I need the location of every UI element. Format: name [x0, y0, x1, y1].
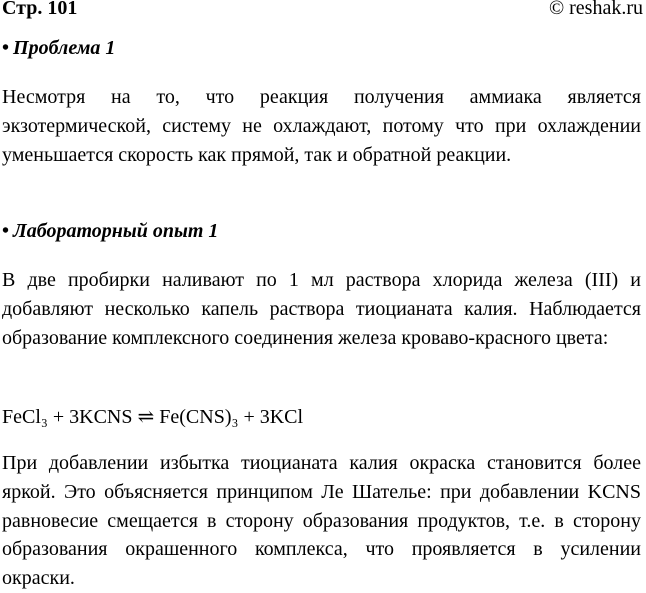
page-header — [2, 0, 643, 20]
heading-bullet: • — [2, 37, 10, 59]
reaction-equation: FeCl₃ + 3KCNS ⇌ Fe(CNS)₃ + 3KCl — [2, 406, 304, 428]
lab-paragraph-conclusion: При добавлении избытка тиоцианата калия окраска становится более яркой. Это объясняется принципом Ле Шателье: при добавлении KCNS равновесие смещается в сторону образования продуктов, т.е. в сторону образования окрашенного комплекса, что проявляется в усилении окраски. — [2, 452, 641, 590]
heading-text: Лабораторный опыт 1 — [13, 220, 219, 242]
page-number: Стр. 101 — [2, 0, 78, 19]
heading-bullet: • — [2, 220, 10, 242]
problem-paragraph: Несмотря на то, что реакция получения аммиака является экзотермической, систему не охлаждают, потому что при охлаждении уменьшается скорость как прямой, так и обратной реакции. — [2, 86, 641, 166]
source-watermark: © reshak.ru — [548, 0, 643, 19]
heading-text: Проблема 1 — [13, 37, 116, 59]
section-heading-lab — [2, 218, 218, 244]
lab-paragraph-intro: В две пробирки наливают по 1 мл раствора хлорида железа (III) и добавляют несколько капель раствора тиоцианата калия. Наблюдается образование комплексного соединения железа кроваво-красного цвета: — [2, 269, 641, 349]
section-heading-problem — [2, 35, 115, 61]
